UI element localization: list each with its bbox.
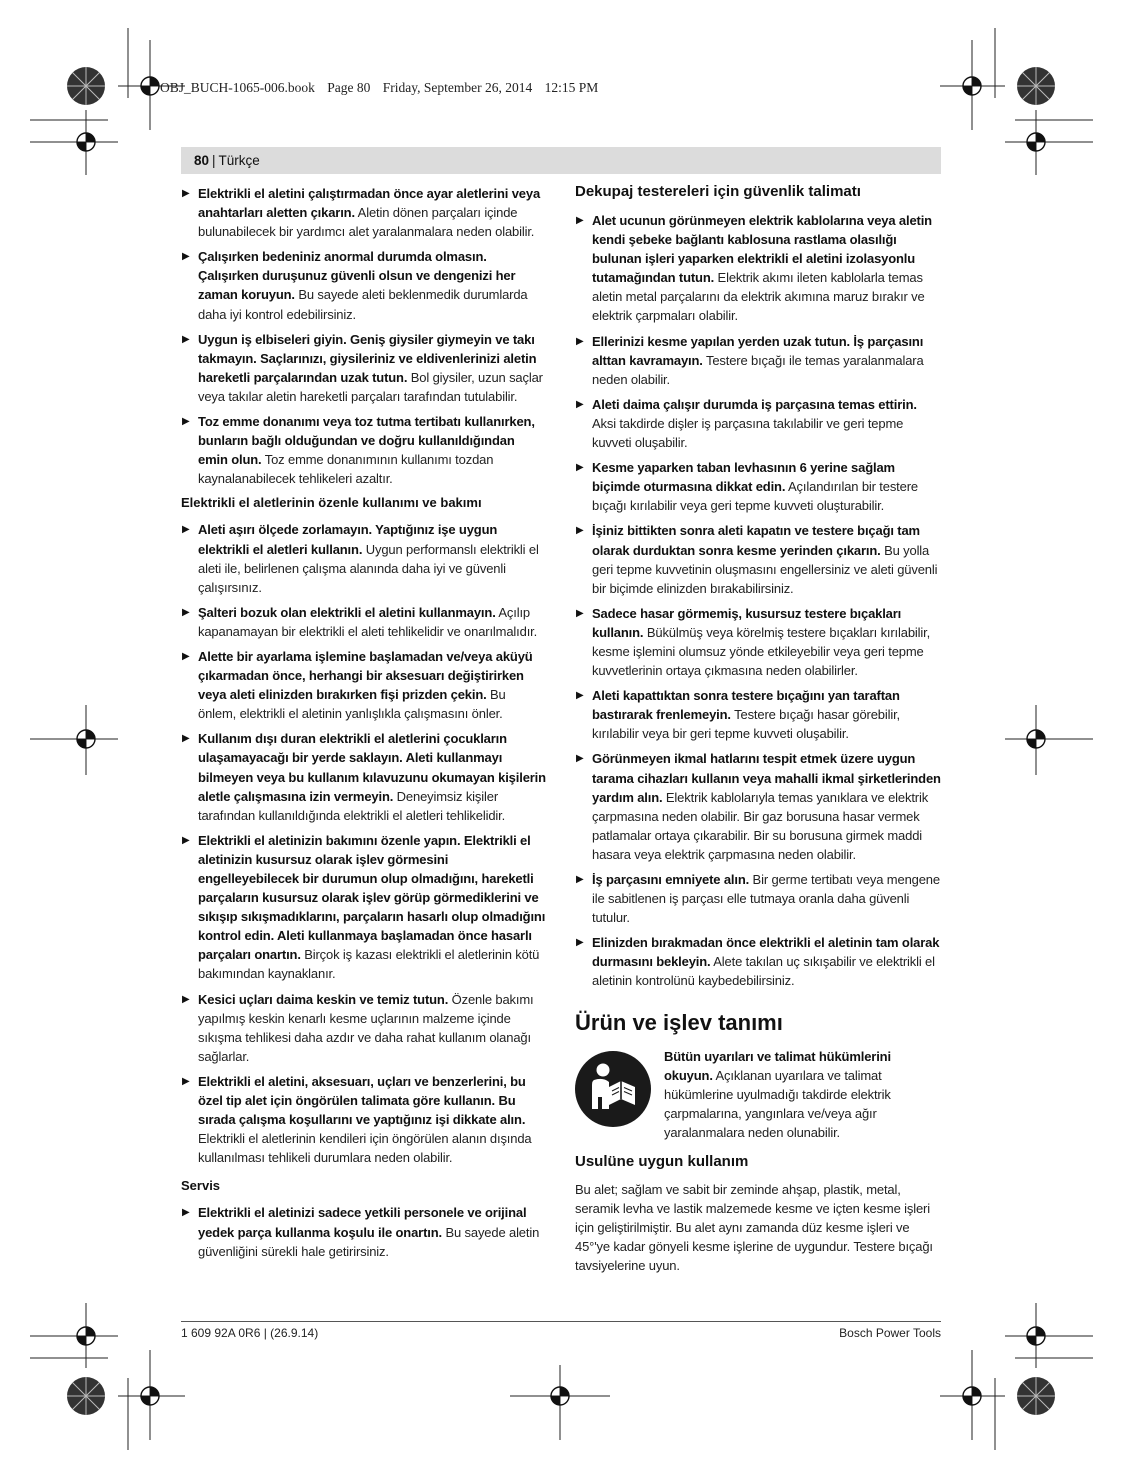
bullet-body-text: Alete takılan uç sıkışabilir ve elektrikli el aletinin kontrolünü kaybedebilirsiniz.	[592, 954, 935, 989]
service-heading: Servis	[181, 1178, 221, 1194]
service-bullet-list	[181, 1203, 546, 1260]
footer-code: 1 609 92A 0R6 | (26.9.14)	[181, 1326, 319, 1340]
bullet-item	[575, 686, 942, 743]
bullet-bold-text: Alet ucunun görünmeyen elektrik kablolarına veya aletin kendi şebeke bağlantı kablosuna rastlama olasılığı bulunan işleri yaparken elektrikli el aletini izolasyonlu tutamağından tutun.	[592, 213, 932, 286]
book-page-label: Page 80	[327, 80, 371, 95]
bullet-item	[181, 520, 546, 596]
bullet-bold-text: Çalışırken bedeniniz anormal durumda olmasın. Çalışırken duruşunuz güvenli olsun ve dengenizi her zaman koruyun.	[198, 249, 516, 303]
triangle-right-icon: ▶	[182, 251, 190, 263]
bullet-bold-text: Kullanım dışı duran elektrikli el aletlerini çocukların ulaşamayacağı bir yerde saklayın. Aleti kullanmayı bilmeyen veya bu kullanım kılavuzunu okumayan kişilerin aletle çalışmasına izin vermeyin.	[198, 731, 546, 804]
bullet-body-text: Birçok iş kazası elektrikli el aletlerinin kötü bakımından kaynaklanır.	[198, 947, 540, 982]
triangle-right-icon: ▶	[182, 650, 190, 662]
bullet-item	[181, 647, 546, 723]
bullet-item	[181, 184, 546, 241]
intro-bullet-list	[181, 184, 546, 488]
usage-heading: Elektrikli el aletlerinin özenle kullanımı ve bakımı	[181, 495, 482, 511]
bullet-item	[575, 521, 942, 597]
bullet-body-text: Elektrik akımı ileten kablolarla temas aletin metal parçalarını da elektrik akımına maruz bırakır ve elektrik çarpmaları olabilir.	[592, 270, 925, 324]
bullet-body-text: Bir germe tertibatı veya mengene ile sabitlenen iş parçası elle tutmaya oranla daha güvenli tutulur.	[592, 872, 940, 926]
footer-rule	[181, 1321, 941, 1322]
bullet-body-text: Testere bıçağı ile temas yaralanmalara neden olabilir.	[592, 352, 924, 387]
page-separator: |	[212, 153, 216, 168]
triangle-right-icon: ▶	[576, 753, 584, 765]
notice-text	[664, 1047, 942, 1142]
notice-bold: Bütün uyarıları ve talimat hükümlerini okuyun.	[664, 1048, 891, 1083]
bullet-bold-text: Aleti aşırı ölçede zorlamayın. Yaptığınız işe uygun elektrikli el aletleri kullanın.	[198, 522, 498, 557]
book-file-header	[160, 80, 598, 96]
book-date: Friday, September 26, 2014	[382, 80, 533, 95]
bullet-bold-text: Kesici uçları daima keskin ve temiz tutun.	[198, 991, 449, 1007]
triangle-right-icon: ▶	[182, 733, 190, 745]
page-language: Türkçe	[218, 153, 260, 168]
triangle-right-icon: ▶	[576, 690, 584, 702]
bullet-body-text: Açılıp kapanamayan bir elektrikli el aleti tehlikelidir ve onarılmalıdır.	[198, 604, 538, 639]
footer-brand: Bosch Power Tools	[839, 1326, 941, 1340]
bullet-bold-text: Elektrikli el aletini, aksesuarı, uçları ve benzerlerini, bu özel tip alet için öngörülen talimata göre kullanın. Bu sırada çalışma koşullarını ve yaptığınız işi dikkate alın.	[198, 1073, 526, 1128]
book-file-name: OBJ_BUCH-1065-006.book	[160, 80, 315, 95]
triangle-right-icon: ▶	[182, 1075, 190, 1087]
bullet-item	[575, 749, 942, 864]
triangle-right-icon: ▶	[576, 462, 584, 474]
read-manual-icon	[575, 1051, 651, 1127]
bullet-bold-text: Aleti kapattıktan sonra testere bıçağını yan taraftan bastırarak frenlemeyin.	[592, 688, 900, 723]
bullet-item	[575, 332, 942, 389]
running-head	[181, 147, 941, 174]
bullet-body-text: Bu önlem, elektrikli el aletinin yanlışlıkla çalışmasını önler.	[198, 687, 506, 722]
usage-bullet-list	[181, 520, 546, 1167]
bullet-item	[181, 1203, 546, 1260]
triangle-right-icon: ▶	[182, 333, 190, 345]
bullet-body-text: Bükülmüş veya körelmiş testere bıçakları kırılabilir, kesme işlemini olumsuz yönde etkileyebilir veya geri tepme kuvvetlerinin ortaya çıkmasına neden olabilirler.	[592, 624, 931, 679]
right-column	[575, 182, 942, 1276]
bullet-body-text: Özenle bakımı yapılmış keskin kenarlı kesme uçlarının malzeme içinde sıkışma tehlikesi daha azdır ve daha rahat kullanım olanağı sağlarlar.	[198, 991, 534, 1064]
triangle-right-icon: ▶	[182, 606, 190, 618]
bullet-body-text: Toz emme donanımının kullanımı tozdan kaynalanabilecek tehlikeleri azaltır.	[198, 452, 494, 487]
intended-use-text: Bu alet; sağlam ve sabit bir zeminde ahşap, plastik, metal, seramik levha ve lastik malzemede kesme ve içten kesme işleri için geliştirilmiştir. Bu alet aynı zamanda düz kesme işleri ve 45°'ye kadar gönyeli kesme işlerine de uygundur. Testere bıçağı tavsiyelerine uyun.	[575, 1182, 933, 1274]
bullet-item	[575, 933, 942, 990]
bullet-bold-text: İş parçasını emniyete alın.	[592, 872, 750, 887]
safety-heading: Dekupaj testereleri için güvenlik talimatı	[575, 183, 861, 200]
bullet-item	[181, 1072, 546, 1167]
intended-use-heading: Usulüne uygun kullanım	[575, 1153, 749, 1171]
bullet-bold-text: Alette bir ayarlama işlemine başlamadan ve/veya aküyü çıkarmadan önce, herhangi bir aksesuarı değiştirirken veya aleti elinizden bırakırken fişi prizden çekin.	[198, 648, 533, 703]
bullet-bold-text: Elektrikli el aletini çalıştırmadan önce ayar aletlerini veya anahtarları aletten çıkarın.	[198, 186, 541, 221]
bullet-bold-text: Elektrikli el aletinizi sadece yetkili personele ve orijinal yedek parça kullanma koşulu ile onartın.	[198, 1205, 527, 1240]
bullet-bold-text: Görünmeyen ikmal hatlarını tespit etmek üzere uygun tarama cihazları kullanın veya mahalli ikmal şirketlerinden yardım alın.	[592, 751, 941, 805]
bullet-body-text: Aksi takdirde dişler iş parçasına takılabilir ve geri tepme kuvveti oluşabilir.	[592, 415, 904, 451]
bullet-item	[181, 729, 546, 824]
bullet-body-text: Deneyimsiz kişiler tarafından kullanıldığında elektrikli el aletleri tehlikelidir.	[198, 788, 506, 823]
bullet-body-text: Testere bıçağı hasar görebilir, kırılabilir veya bir geri tepme kuvveti oluşabilir.	[592, 707, 901, 742]
triangle-right-icon: ▶	[182, 1207, 190, 1219]
safety-bullet-list	[575, 211, 942, 991]
product-heading: Ürün ve işlev tanımı	[575, 1009, 783, 1035]
bullet-bold-text: Elektrikli el aletinizin bakımını özenle yapın. Elektrikli el aletinizin kusursuz olarak işlev görmesini engelleyebilecek bir durumun olup olmadığını, hareketli parçaların kusursuz olarak işlev görüp görmediklerini ve sıkışıp sıkışmadıklarını, parçaların hasarlı olup olmadığını kontrol edin. Aleti kullanmaya başlamadan önce hasarlı parçaları onartın.	[198, 832, 546, 963]
bullet-body-text: Bu yolla geri tepme kuvvetinin oluşmasını engellersiniz ve aleti güvenli bir biçimde elinizden bırakabilirsiniz.	[592, 542, 938, 596]
bullet-body-text: Aletin dönen parçaları içinde bulunabilecek bir yardımcı alet yaralanmalara neden olabilir.	[198, 205, 535, 240]
bullet-item	[575, 458, 942, 515]
triangle-right-icon: ▶	[182, 416, 190, 428]
bullet-item	[181, 247, 546, 323]
bullet-body-text: Açılandırılan bir testere bıçağı kırılabilir veya geri tepme kuvveti oluşturabilir.	[592, 479, 918, 514]
bullet-item	[575, 395, 942, 452]
bullet-item	[575, 604, 942, 680]
triangle-right-icon: ▶	[182, 834, 190, 846]
triangle-right-icon: ▶	[182, 993, 190, 1005]
bullet-item	[575, 211, 942, 326]
triangle-right-icon: ▶	[182, 524, 190, 536]
bullet-body-text: Bu sayede aleti beklenmedik durumlarda daha iyi kontrol edebilirsiniz.	[198, 287, 528, 322]
bullet-bold-text: Toz emme donanımı veya toz tutma tertibatı kullanırken, bunların bağlı olduğundan ve doğru kullanıldığından emin olun.	[198, 414, 535, 468]
notice-body: Açıklanan uyarılara ve talimat hükümlerine uyulmadığı takdirde elektrik çarpmalarına, yangınlara ve/veya ağır yaralanmalara neden olunabilir.	[664, 1067, 891, 1140]
triangle-right-icon: ▶	[576, 335, 584, 347]
bullet-body-text: Elektrik kablolarıyla temas yanıklara ve elektrik çarpmasına neden olabilir. Bir gaz borusuna hasar vermek patlamalar ortaya çıkarabilir. Bir su borusuna girmek maddi hasara veya elektrik çarpmasına neden olabilir.	[592, 789, 929, 862]
bullet-bold-text: Kesme yaparken taban levhasının 6 yerine sağlam biçimde oturmasına dikkat edin.	[592, 460, 895, 495]
bullet-bold-text: Sadece hasar görmemiş, kusursuz testere bıçakları kullanın.	[592, 605, 902, 640]
triangle-right-icon: ▶	[576, 607, 584, 619]
bullet-item	[181, 330, 546, 406]
triangle-right-icon: ▶	[576, 525, 584, 537]
bullet-bold-text: İşiniz bittikten sonra aleti kapatın ve testere bıçağı tam olarak durduktan sonra kesme yerinden çıkarın.	[592, 523, 920, 558]
bullet-item	[181, 990, 546, 1066]
bullet-bold-text: Elinizden bırakmadan önce elektrikli el aletinin tam olarak durmasını bekleyin.	[592, 935, 940, 970]
triangle-right-icon: ▶	[576, 874, 584, 885]
bullet-body-text: Elektrikli el aletlerinin kendileri için öngörülen alanın dışında kullanılması tehlikeli durumlara neden olabilir.	[198, 1131, 532, 1166]
triangle-right-icon: ▶	[576, 215, 584, 226]
bullet-body-text: Uygun performanslı elektrikli el aleti ile, belirlenen çalışma alanında daha iyi ve güvenli çalışırsınız.	[198, 541, 539, 595]
bullet-item	[181, 603, 546, 641]
triangle-right-icon: ▶	[576, 398, 584, 410]
bullet-item	[575, 870, 942, 927]
bullet-bold-text: Şalteri bozuk olan elektrikli el aletini kullanmayın.	[198, 604, 496, 620]
bullet-bold-text: Uygun iş elbiseleri giyin. Geniş giysiler giymeyin ve takı takmayın. Saçlarınızı, giysileriniz ve eldivenlerinizi aletin hareketli parçalarından uzak tutun.	[198, 331, 537, 385]
book-time: 12:15 PM	[544, 80, 599, 95]
bullet-bold-text: Ellerinizi kesme yapılan yerden uzak tutun. İş parçasını alttan kavramayın.	[592, 333, 924, 368]
bullet-item	[181, 831, 546, 984]
triangle-right-icon: ▶	[576, 937, 584, 949]
read-manual-notice	[575, 1047, 942, 1142]
page-number: 80	[194, 153, 210, 168]
triangle-right-icon: ▶	[182, 188, 190, 199]
bullet-body-text: Bol giysiler, uzun saçlar veya takılar aletin hareketli parçaları tarafından tutulabilir.	[198, 369, 543, 404]
bullet-body-text: Bu sayede aletin güvenliğini sürekli hale getirirsiniz.	[198, 1224, 540, 1259]
bullet-item	[181, 412, 546, 488]
bullet-bold-text: Aleti daima çalışır durumda iş parçasına temas ettirin.	[592, 396, 917, 412]
left-column	[181, 184, 546, 1267]
